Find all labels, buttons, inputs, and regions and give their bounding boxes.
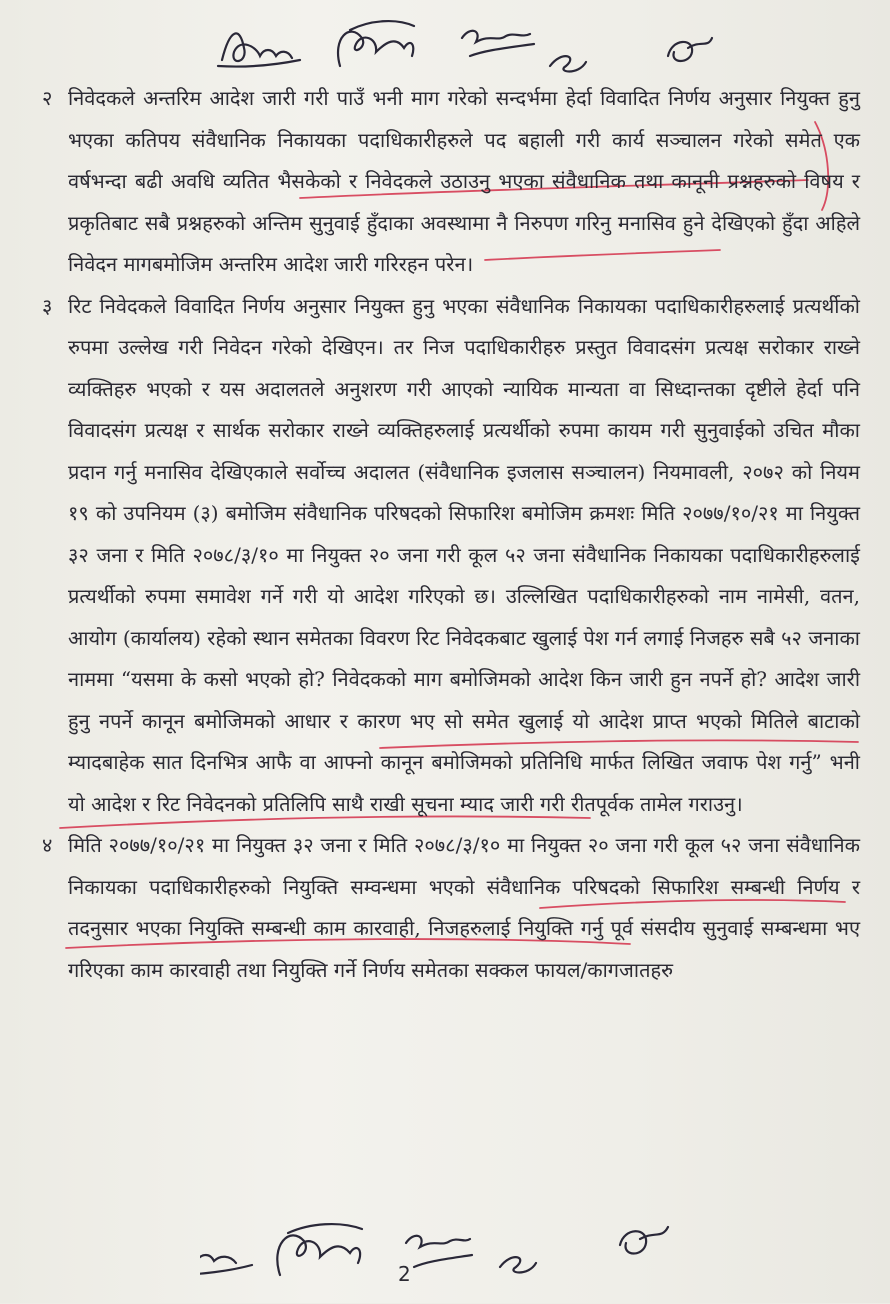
handwritten-signatures-image [200,8,760,78]
paragraph-text: निवेदकले अन्तरिम आदेश जारी गरी पाउँ भनी माग गरेको सन्दर्भमा हेर्दा विवादित निर्णय अनुसार नियुक्त हुनु भएका कतिपय संवैधानिक निकायका पदाधिकारीहरुले पद बहाली गरी कार्य सञ्चालन गरेको समेत एक वर्षभन्दा बढी अवधि व्यतित भैसकेको र निवेदकले उठाउनु भएका संवैधानिक तथा कानूनी प्रश्नहरुको विषय र प्रकृतिबाट सबै प्रश्नहरुको अन्तिम सुनुवाई हुँदाका अवस्थामा नै निरुपण गरिनु मनासिव हुने देखिएको हुँदा अहिले निवेदन मागबमोजिम अन्तरिम आदेश जारी गरिरहन परेन। [68,86,860,276]
paragraph [30,825,860,991]
paragraph [30,286,860,826]
page-number: 2 [398,1262,411,1286]
signatures-top [200,8,760,78]
paragraph-number: ३ [42,293,53,318]
paragraph-text: रिट निवेदकले विवादित निर्णय अनुसार नियुक्त हुनु भएका संवैधानिक निकायका पदाधिकारीहरुलाई प्रत्यर्थीको रुपमा उल्लेख गरी निवेदन गरेको देखिएन। तर निज पदाधिकारीहरु प्रस्तुत विवादसंग प्रत्यक्ष सरोकार राख्ने व्यक्तिहरु भएको र यस अदालतले अनुशरण गरी आएको न्यायिक मान्यता वा सिध्दान्तका दृष्टीले हेर्दा पनि विवादसंग प्रत्यक्ष र सार्थक सरोकार राख्ने व्यक्तिहरुलाई प्रत्यर्थीको रुपमा कायम गरी सुनुवाईको उचित मौका प्रदान गर्नु मनासिव देखिएकाले सर्वोच्च अदालत (संवैधानिक इजलास सञ्चालन) नियमावली, २०७२ को नियम १९ को उपनियम (३) बमोजिम संवैधानिक परिषदको सिफारिश बमोजिम क्रमशः मिति २०७७/१०/२१ मा नियुक्त ३२ जना र मिति २०७८/३/१० मा नियुक्त २० जना गरी कूल ५२ जना संवैधानिक निकायका पदाधिकारीहरुलाई प्रत्यर्थीको रुपमा समावेश गर्ने गरी यो आदेश गरिएको छ। उल्लिखित पदाधिकारीहरुको नाम नामेसी, वतन, आयोग (कार्यालय) रहेको स्थान समेतका विवरण रिट निवेदकबाट खुलाई पेश गर्न लगाई निजहरु सबै ५२ जनाका नाममा “यसमा के कसो भएको हो? निवेदकको माग बमोजिमको आदेश किन जारी हुन नपर्ने हो? आदेश जारी हुनु नपर्ने कानून बमोजिमको आधार र कारण भए सो समेत खुलाई यो आदेश प्राप्त भएको मितिले बाटाको म्यादबाहेक सात दिनभित्र आफै वा आफ्नो कानून बमोजिमको प्रतिनिधि मार्फत लिखित जवाफ पेश गर्नु” भनी यो आदेश र रिट निवेदनको प्रतिलिपि साथै राखी सूचना म्याद जारी गरी रीतपूर्वक तामेल गराउनु। [68,293,860,816]
handwritten-signatures-image [200,1205,760,1300]
document-body [30,78,860,991]
paragraph-number: २ [42,86,53,110]
paragraph-number: ४ [42,833,53,857]
paragraph [30,78,860,286]
paragraph-text: मिति २०७७/१०/२१ मा नियुक्त ३२ जना र मिति २०७८/३/१० मा नियुक्त २० जना गरी कूल ५२ जना संवैधानिक निकायका पदाधिकारीहरुको नियुक्ति सम्वन्धमा भएको संवैधानिक परिषदको सिफारिश सम्बन्धी निर्णय र तदनुसार भएका नियुक्ति सम्बन्धी काम कारवाही, निजहरुलाई नियुक्ति गर्नु पूर्व संसदीय सुनुवाई सम्बन्धमा भए गरिएका काम कारवाही तथा नियुक्ति गर्ने निर्णय समेतका सक्कल फायल/कागजातहरु [68,833,860,982]
signatures-bottom [200,1205,760,1300]
